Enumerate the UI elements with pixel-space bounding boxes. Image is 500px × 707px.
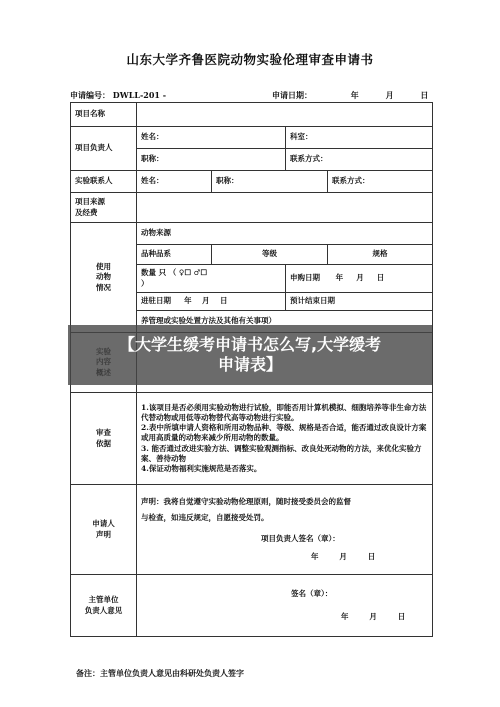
animal-count[interactable]: 数量 只 （ ♀☐ ♂☐ ） bbox=[137, 265, 286, 293]
unit-opinion-text[interactable] bbox=[137, 575, 433, 637]
leader-dept[interactable]: 科室： bbox=[286, 127, 433, 149]
end-date[interactable]: 预计结束日期 bbox=[286, 293, 433, 311]
leader-name[interactable]: 姓名： bbox=[137, 127, 286, 149]
row-project-name bbox=[71, 103, 433, 127]
experiment-contact-label: 实验联系人 bbox=[71, 171, 137, 193]
app-date-label: 申请日期： bbox=[272, 90, 312, 100]
basis-item: 4.保证动物福利实施规范是否落实。 bbox=[141, 463, 262, 473]
contact-phone[interactable]: 联系方式： bbox=[328, 171, 433, 193]
project-name-value[interactable] bbox=[137, 103, 433, 127]
contact-title[interactable]: 职称： bbox=[212, 171, 328, 193]
row-unit-opinion bbox=[71, 575, 433, 637]
basis-label: 审查 依据 bbox=[71, 393, 137, 485]
app-date-day: 日 bbox=[420, 90, 429, 100]
row-basis bbox=[71, 393, 433, 485]
project-source-value[interactable] bbox=[137, 193, 433, 223]
basis-item: 1.该项目是否必须用实验动物进行试验，即能否用计算机模拟、细胞培养等非生命方法代替动物或用低等动物替代高等动物进行实验。 bbox=[141, 403, 427, 423]
row-declaration bbox=[71, 485, 433, 575]
app-date-month: 月 bbox=[385, 90, 394, 100]
app-no-label: 申请编号： bbox=[70, 90, 110, 100]
declaration-date: 年 月 日 bbox=[311, 551, 376, 561]
start-date[interactable]: 进驻日期 年 月 日 bbox=[137, 293, 286, 311]
basis-item: 2.表中所填申请人资格和所用动物品种、等级、规格是否合适，能否通过改良设计方案或用高质量的动物来减少所用动物的数量。 bbox=[141, 423, 427, 443]
basis-text bbox=[137, 393, 433, 485]
unit-signature: 签名（章）： bbox=[291, 589, 333, 599]
breed-label[interactable]: 品种品系 bbox=[137, 245, 212, 265]
project-source-label: 项目来源 及经费 bbox=[71, 193, 137, 223]
application-number bbox=[70, 90, 166, 101]
declaration-text[interactable]: 声明：我将自觉遵守实验动物伦理原则，随时接受委员会的监督 与检查，如违反规定，自愿接受处罚。 项目负责人签名（章）： 年 月 日 bbox=[137, 485, 433, 575]
unit-date: 年 月 日 bbox=[341, 611, 406, 621]
declaration-label: 申请人 声明 bbox=[71, 485, 137, 575]
app-date-year: 年 bbox=[350, 90, 359, 100]
row-leader-1 bbox=[71, 127, 433, 149]
management-note[interactable]: 养管理或实验处置方法及其他有关事项） bbox=[137, 311, 433, 333]
leader-signature: 项目负责人签名（章）： bbox=[261, 533, 340, 543]
title-overlay-banner bbox=[68, 325, 432, 385]
app-no-value: DWLL-201 - bbox=[112, 90, 167, 100]
overlay-line-1: 【大学生缓考申请书怎么写,大学缓考 bbox=[118, 335, 382, 354]
animal-source[interactable]: 动物来源 bbox=[137, 223, 433, 245]
unit-opinion-label: 主管单位 负责人意见 bbox=[71, 575, 137, 637]
animals-label: 使用 动物 情况 bbox=[71, 223, 137, 333]
basis-item: 3. 能否通过改进实验方法、调整实验观测指标、改良处死动物的方法，来优化实验方案、善待动物 bbox=[141, 443, 422, 463]
grade-label[interactable]: 等级 bbox=[212, 245, 328, 265]
leader-label: 项目负责人 bbox=[71, 127, 137, 171]
form-title: 山东大学齐鲁医院动物实验伦理审查申请书 bbox=[126, 52, 374, 67]
row-animal-source bbox=[71, 223, 433, 245]
row-project-source bbox=[71, 193, 433, 223]
footnote: 备注：主管单位负责人意见由科研处负责人签字 bbox=[76, 668, 244, 678]
overlay-line-2: 申请表】 bbox=[217, 355, 282, 374]
spec-label[interactable]: 规格 bbox=[328, 245, 433, 265]
contact-name[interactable]: 姓名： bbox=[137, 171, 212, 193]
leader-title[interactable]: 职称： bbox=[137, 149, 286, 171]
project-name-label: 项目名称 bbox=[71, 103, 137, 127]
leader-contact[interactable]: 联系方式： bbox=[286, 149, 433, 171]
application-date bbox=[272, 90, 428, 101]
row-experiment-contact bbox=[71, 171, 433, 193]
purchase-date[interactable]: 申购日期 年 月 日 bbox=[286, 265, 433, 293]
